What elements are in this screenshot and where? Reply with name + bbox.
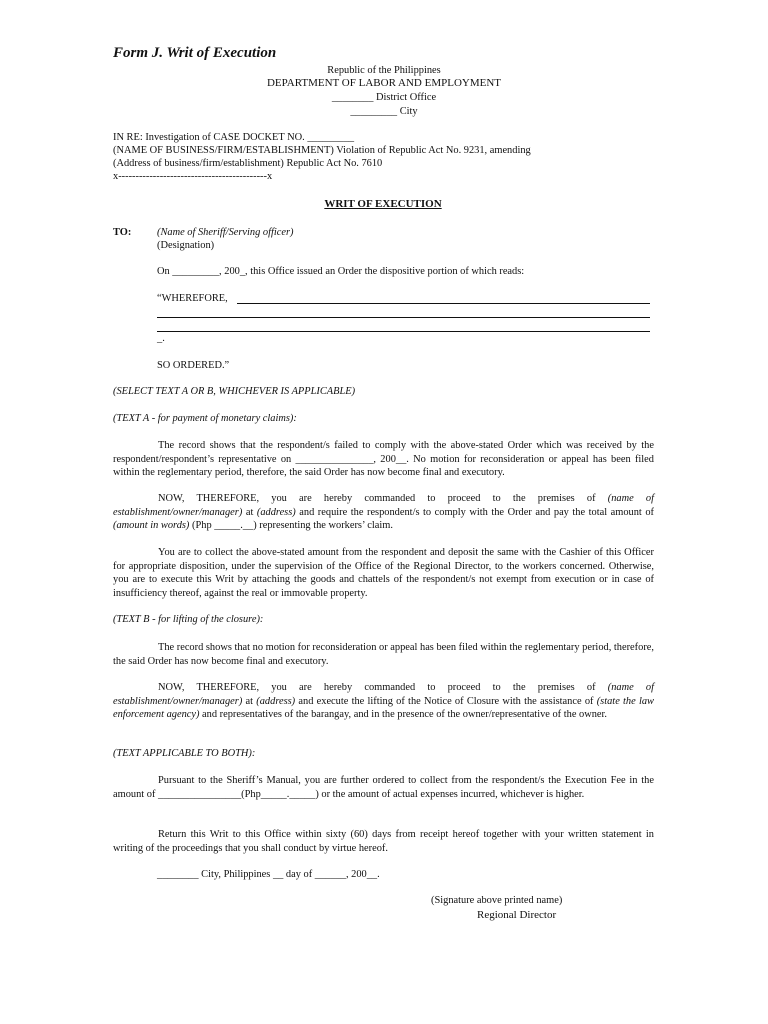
signatory-title: Regional Director	[477, 909, 557, 921]
header-district-office: ________ District Office	[331, 92, 437, 103]
text-b-p2-start: NOW, THEREFORE, you are hereby commanded to proceed to the premises of	[158, 682, 608, 693]
header-city: _________ City	[350, 106, 418, 117]
wherefore-blank-line-3	[157, 331, 650, 332]
text-both-paragraph-2	[113, 828, 654, 855]
wherefore-end: _.	[157, 333, 165, 344]
text-a-paragraph-2	[113, 492, 654, 533]
text-a-p2-address: (address)	[256, 506, 296, 518]
wherefore-blank-line-1	[237, 303, 650, 304]
to-label: TO:	[113, 227, 132, 238]
text-a-paragraph-3-text: You are to collect the above-stated amount from the respondent and deposit the same with the Cashier of this Officer for appropriate disposition, under the supervision of the Office of the Regional Director, to the workers concerned. Otherwise, you are to execute this Writ by attaching the goods and chattels of the respondent/s not exempt from execution or in case of insufficiency thereof, against the real or immovable property.	[113, 547, 654, 599]
order-intro: On _________, 200_, this Office issued an Order the dispositive portion of which reads:	[157, 266, 525, 277]
text-a-p2-end: (Php _____.__) representing the workers’ claim.	[189, 520, 393, 532]
text-both-paragraph-2-text: Return this Writ to this Office within sixty (60) days from receipt hereof together with your written statement in writing of the proceedings that you shall conduct by virtue hereof.	[113, 829, 654, 854]
sheriff-designation: (Designation)	[157, 240, 215, 251]
caption-business-name: (NAME OF BUSINESS/FIRM/ESTABLISHMENT) Violation of Republic Act No. 9231, amending	[113, 145, 531, 156]
so-ordered: SO ORDERED.”	[157, 360, 230, 371]
form-title: Form J. Writ of Execution	[113, 45, 277, 61]
text-b-p2-establishment: (name of establishment/owner/manager)	[113, 682, 654, 707]
text-b-paragraph-1-text: The record shows that no motion for reconsideration or appeal has been filed within the reglementary period, therefore, the said Order has now become final and executory.	[113, 642, 654, 667]
text-a-p2-start: NOW, THEREFORE, you are hereby commanded to proceed to the premises of	[158, 493, 608, 504]
text-a-p2-at: at	[242, 506, 257, 518]
text-b-p2-end: and representatives of the barangay, and in the presence of the owner/representative of the owner.	[199, 709, 608, 721]
text-a-heading: (TEXT A - for payment of monetary claims):	[113, 413, 297, 424]
dateline: ________ City, Philippines __ day of ______, 200__.	[157, 869, 380, 880]
header-republic: Republic of the Philippines	[327, 65, 441, 76]
header-department: DEPARTMENT OF LABOR AND EMPLOYMENT	[266, 77, 502, 89]
select-text-instruction: (SELECT TEXT A OR B, WHICHEVER IS APPLICABLE)	[113, 386, 356, 397]
text-b-paragraph-1	[113, 641, 654, 668]
text-a-paragraph-1-text: The record shows that the respondent/s failed to comply with the above-stated Order which was received by the respondent/respondent’s representative on _______________, 200__. No motion for reconsideration or appeal has been filed within the reglementary period, therefore, the said Order has now become final and executory.	[113, 440, 654, 479]
text-a-p2-establishment: (name of establishment/owner/manager)	[113, 493, 654, 518]
text-b-paragraph-2	[113, 681, 654, 722]
wherefore-label: “WHEREFORE,	[157, 293, 228, 304]
text-both-paragraph-1-text: Pursuant to the Sheriff’s Manual, you are further ordered to collect from the respondent/s the Execution Fee in the amount of ________________(Php_____._____) or the amount of actual expenses incurred, whichever is higher.	[113, 775, 654, 800]
writ-title: WRIT OF EXECUTION	[324, 198, 442, 210]
signature-line: (Signature above printed name)	[431, 895, 563, 906]
text-b-heading: (TEXT B - for lifting of the closure):	[113, 614, 264, 625]
caption-divider: x-------------------------------------------x	[113, 171, 273, 182]
text-b-p2-middle: and execute the lifting of the Notice of Closure with the assistance of	[295, 695, 597, 707]
text-a-p2-middle: and require the respondent/s to comply with the Order and pay the total amount of	[295, 506, 654, 518]
wherefore-blank-line-2	[157, 317, 650, 318]
text-a-p2-amount-words: (amount in words)	[113, 520, 190, 532]
text-a-paragraph-3	[113, 546, 654, 600]
text-both-paragraph-1	[113, 774, 654, 801]
text-b-p2-address: (address)	[256, 695, 296, 707]
sheriff-name: (Name of Sheriff/Serving officer)	[157, 227, 294, 238]
text-both-heading: (TEXT APPLICABLE TO BOTH):	[113, 748, 256, 759]
text-b-p2-at: at	[242, 695, 257, 707]
text-a-paragraph-1	[113, 439, 654, 480]
caption-case-docket: IN RE: Investigation of CASE DOCKET NO. _________	[113, 132, 355, 143]
text-b-p2-law-enforcement: (state the law enforcement agency)	[113, 695, 654, 721]
caption-business-address: (Address of business/firm/establishment) Republic Act No. 7610	[113, 158, 383, 169]
